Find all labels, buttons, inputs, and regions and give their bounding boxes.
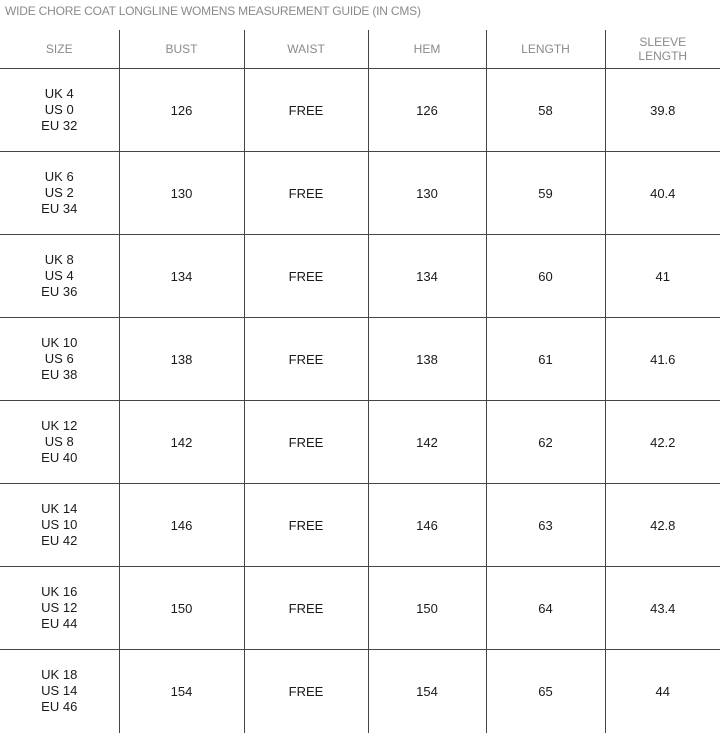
table-body bbox=[0, 69, 720, 733]
waist-cell: FREE bbox=[244, 401, 368, 484]
size-us: US 14 bbox=[41, 683, 78, 699]
size-cell bbox=[0, 318, 119, 401]
size-us: US 8 bbox=[44, 434, 74, 449]
header-hem: HEM bbox=[368, 30, 486, 69]
table-row bbox=[0, 235, 720, 318]
header-size: SIZE bbox=[45, 42, 73, 56]
sleeve-cell: 42.2 bbox=[605, 401, 720, 484]
length-cell: 62 bbox=[486, 401, 605, 484]
size-cell bbox=[0, 650, 119, 733]
size-uk: UK 4 bbox=[44, 86, 74, 101]
size-eu: EU 44 bbox=[41, 616, 78, 631]
sleeve-cell: 39.8 bbox=[605, 69, 720, 152]
length-cell: 61 bbox=[486, 318, 605, 401]
bust-cell: 146 bbox=[119, 484, 244, 567]
sleeve-cell: 43.4 bbox=[605, 567, 720, 650]
sleeve-cell: 42.8 bbox=[605, 484, 720, 567]
size-cell bbox=[0, 567, 119, 650]
hem-cell: 150 bbox=[368, 567, 486, 650]
bust-cell: 142 bbox=[119, 401, 244, 484]
bust-cell: 150 bbox=[119, 567, 244, 650]
table-row bbox=[0, 401, 720, 484]
waist-cell: FREE bbox=[244, 484, 368, 567]
size-eu: EU 46 bbox=[41, 699, 78, 715]
bust-cell: 138 bbox=[119, 318, 244, 401]
sleeve-cell: 41 bbox=[605, 235, 720, 318]
hem-cell: 130 bbox=[368, 152, 486, 235]
waist-cell: FREE bbox=[244, 69, 368, 152]
size-eu: EU 32 bbox=[41, 118, 78, 133]
size-cell bbox=[0, 235, 119, 318]
size-us: US 4 bbox=[44, 268, 74, 283]
length-cell: 65 bbox=[486, 650, 605, 733]
size-uk: UK 18 bbox=[41, 667, 78, 683]
hem-cell: 146 bbox=[368, 484, 486, 567]
table-row bbox=[0, 484, 720, 567]
header-length: LENGTH bbox=[486, 30, 605, 69]
waist-cell: FREE bbox=[244, 567, 368, 650]
measurement-table bbox=[0, 30, 720, 733]
size-us: US 0 bbox=[44, 102, 74, 117]
waist-cell: FREE bbox=[244, 152, 368, 235]
bust-cell: 130 bbox=[119, 152, 244, 235]
hem-cell: 154 bbox=[368, 650, 486, 733]
sleeve-cell: 41.6 bbox=[605, 318, 720, 401]
size-us: US 2 bbox=[44, 185, 74, 200]
length-cell: 58 bbox=[486, 69, 605, 152]
size-cell bbox=[0, 401, 119, 484]
hem-cell: 142 bbox=[368, 401, 486, 484]
size-eu: EU 42 bbox=[41, 533, 78, 548]
hem-cell: 138 bbox=[368, 318, 486, 401]
size-eu: EU 38 bbox=[41, 367, 78, 382]
sleeve-cell: 44 bbox=[605, 650, 720, 733]
size-eu: EU 36 bbox=[41, 284, 78, 299]
header-waist: WAIST bbox=[244, 30, 368, 69]
size-eu: EU 34 bbox=[41, 201, 78, 216]
table-row bbox=[0, 152, 720, 235]
size-cell bbox=[0, 484, 119, 567]
sleeve-cell: 40.4 bbox=[605, 152, 720, 235]
table-row bbox=[0, 567, 720, 650]
size-eu: EU 40 bbox=[41, 450, 78, 465]
waist-cell: FREE bbox=[244, 318, 368, 401]
length-cell: 59 bbox=[486, 152, 605, 235]
bust-cell: 126 bbox=[119, 69, 244, 152]
waist-cell: FREE bbox=[244, 650, 368, 733]
length-cell: 60 bbox=[486, 235, 605, 318]
bust-cell: 154 bbox=[119, 650, 244, 733]
header-row bbox=[0, 30, 720, 69]
size-us: US 6 bbox=[44, 351, 74, 366]
table-row bbox=[0, 318, 720, 401]
page-title: WIDE CHORE COAT LONGLINE WOMENS MEASUREMENT GUIDE (IN CMS) bbox=[5, 4, 421, 18]
length-cell: 63 bbox=[486, 484, 605, 567]
hem-cell: 126 bbox=[368, 69, 486, 152]
size-uk: UK 10 bbox=[41, 335, 78, 350]
header-bust: BUST bbox=[119, 30, 244, 69]
size-uk: UK 12 bbox=[41, 418, 78, 433]
bust-cell: 134 bbox=[119, 235, 244, 318]
length-cell: 64 bbox=[486, 567, 605, 650]
size-uk: UK 6 bbox=[44, 169, 74, 184]
size-us: US 12 bbox=[41, 600, 78, 615]
size-cell bbox=[0, 152, 119, 235]
waist-cell: FREE bbox=[244, 235, 368, 318]
size-uk: UK 16 bbox=[41, 584, 78, 599]
size-uk: UK 8 bbox=[44, 252, 74, 267]
hem-cell: 134 bbox=[368, 235, 486, 318]
size-uk: UK 14 bbox=[41, 501, 78, 516]
size-cell bbox=[0, 69, 119, 152]
header-sleeve-length: SLEEVE LENGTH bbox=[605, 30, 720, 69]
table-row bbox=[0, 69, 720, 152]
size-us: US 10 bbox=[41, 517, 78, 532]
table-row bbox=[0, 650, 720, 733]
